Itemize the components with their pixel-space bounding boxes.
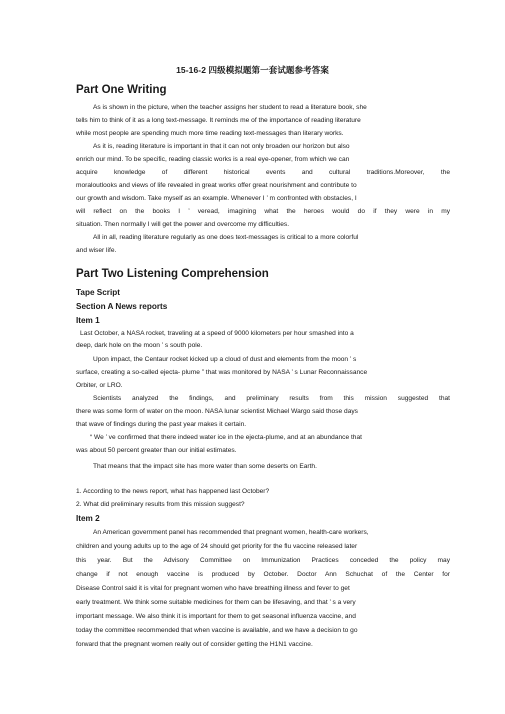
paragraph-line: Orbiter, or LRO.	[76, 382, 123, 389]
paragraph-line: important message. We also think it is important for them to get seasonal influenza vaccine, and	[76, 613, 356, 620]
part-one-heading: Part One Writing	[76, 84, 167, 96]
paragraph-line: “ We ’ ve confirmed that there indeed water ice in the ejecta-plume, and at an abundance that	[90, 434, 362, 441]
paragraph-line: deep, dark hole on the moon ’ s south pole.	[76, 342, 203, 349]
paragraph-line: An American government panel has recommended that pregnant women, health-care workers,	[93, 529, 369, 536]
paragraph-line: As it is, reading literature is important in that it can not only broaden our horizon but also	[93, 143, 350, 150]
item-2-heading: Item 2	[76, 514, 100, 523]
paragraph-line: enrich our mind. To be specific, reading classic works is a real eye-opener, from which we can	[76, 156, 350, 163]
paragraph-line: change if not enough vaccine is produced by October. Doctor Ann Schuchat of the Center for	[76, 571, 450, 578]
question-item: 1. According to the news report, what has happened last October?	[76, 488, 270, 495]
paragraph-line: surface, creating a so-called ejecta- plume ” that was monitored by NASA ’ s Lunar Reconnaissance	[76, 369, 368, 376]
paragraph-line: acquire knowledge of different historical events and cultural traditions.Moreover, the	[76, 169, 450, 176]
paragraph-line: this year. But the Advisory Committee on Immunization Practices conceded the policy may	[76, 557, 450, 564]
paragraph-line: forward that the pregnant women really out of consider getting the H1N1 vaccine.	[76, 641, 313, 648]
paragraph-line: our growth and wisdom. Take myself as an example. Whenever I ’ m confronted with obstacles, I	[76, 195, 357, 202]
paragraph-line: As is shown in the picture, when the teacher assigns her student to read a literature book, she	[93, 104, 367, 111]
question-item: 2. What did preliminary results from this mission suggest?	[76, 501, 245, 508]
tape-script-heading: Tape Script	[76, 288, 120, 297]
paragraph-line: while most people are spending much more time reading text-messages than literary works.	[76, 130, 344, 137]
paragraph-line: All in all, reading literature regularly as one does text-messages is critical to a more colorful	[93, 234, 359, 241]
paragraph-line: Scientists analyzed the findings, and preliminary results from this mission suggested that	[93, 395, 450, 402]
paragraph-line: Disease Control said it is vital for pregnant women who have breathing illness and fever to get	[76, 585, 350, 592]
paragraph-line: That means that the impact site has more water than some deserts on Earth.	[93, 463, 317, 470]
paragraph-line: was about 50 percent greater than our initial estimates.	[76, 447, 237, 454]
paragraph-line: and wiser life.	[76, 247, 117, 254]
paragraph-line: tells him to think of it as a long text-message. It reminds me of the importance of reading literature	[76, 117, 361, 124]
paragraph-line: early treatment. We think some suitable medicines for them can be lifesaving, and that ’ s a very	[76, 599, 356, 606]
paragraph-line: Upon impact, the Centaur rocket kicked up a cloud of dust and elements from the moon ’ s	[93, 356, 357, 363]
document-title: 15-16-2 四级模拟题第一套试题参考答案	[176, 65, 329, 75]
section-a-heading: Section A News reports	[76, 302, 168, 311]
item-1-heading: Item 1	[76, 316, 100, 325]
paragraph-line: that wave of findings during the past year makes it certain.	[76, 421, 247, 428]
paragraph-line: Last October, a NASA rocket, traveling at a speed of 9000 kilometers per hour smashed into a	[80, 330, 354, 337]
paragraph-line: today the committee recommended that when vaccine is available, and we have a decision to go	[76, 627, 358, 634]
paragraph-line: there was some form of water on the moon. NASA lunar scientist Michael Wargo said those days	[76, 408, 358, 415]
paragraph-line: will reflect on the books I ’ veread, imagining what the heroes would do if they were in my	[76, 208, 450, 215]
paragraph-line: moraloutlooks and views of life revealed in great works offer great nourishment and contribute to	[76, 182, 357, 189]
paragraph-line: children and young adults up to the age of 24 should get priority for the flu vaccine released later	[76, 543, 358, 550]
part-two-heading: Part Two Listening Comprehension	[76, 268, 269, 280]
paragraph-line: situation. Then normally I will get the power and overcome my difficulties.	[76, 221, 290, 228]
